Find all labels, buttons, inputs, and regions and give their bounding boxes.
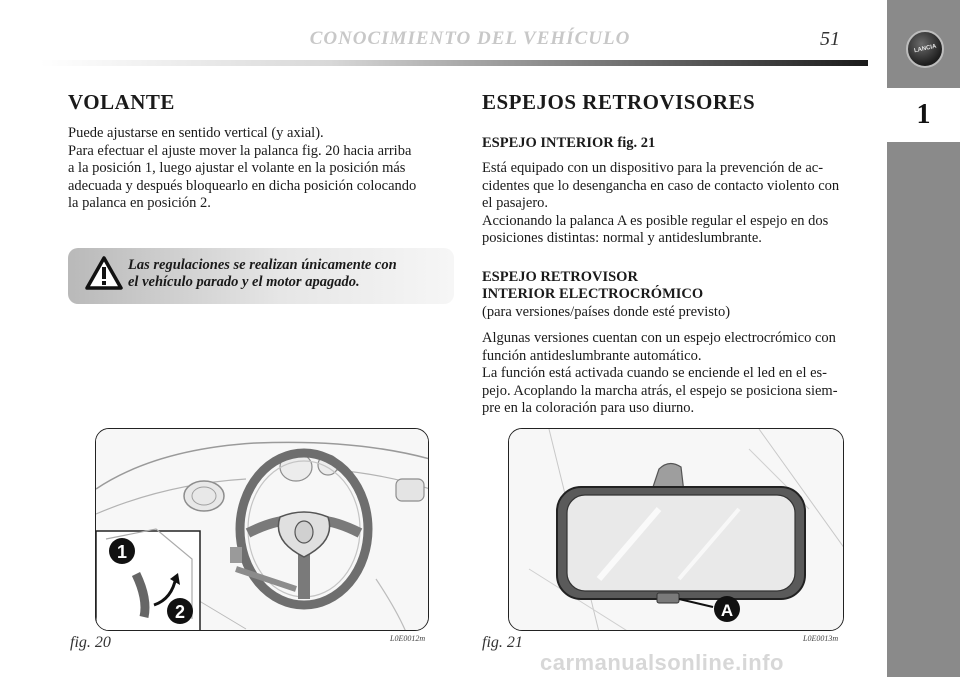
logo-text: LANCIA [913, 43, 937, 55]
warning-line: el vehículo parado y el motor apagado. [128, 274, 360, 290]
watermark: carmanualsonline.info [540, 650, 784, 675]
running-header: CONOCIMIENTO DEL VEHÍCULO [309, 28, 631, 49]
lancia-logo-icon [906, 30, 944, 68]
figure-21-rearview-mirror [508, 428, 844, 631]
mirror-illustration [509, 429, 844, 631]
figure-20-steering-wheel [95, 428, 429, 631]
subheading-line: INTERIOR ELECTROCRÓMICO [482, 286, 704, 302]
text-line: Puede ajustarse en sentido vertical (y axial). [68, 125, 324, 141]
text-line: Para efectuar el ajuste mover la palanca fig. 20 hacia arriba [68, 142, 412, 159]
callout-marker-a: A [720, 601, 734, 620]
text-line: la palanca en posición 2. [68, 195, 211, 211]
text-line: a la posición 1, luego ajustar el volante en la posición más [68, 160, 406, 176]
chapter-number: 1 [887, 88, 960, 142]
subheading-line: ESPEJO RETROVISOR [482, 269, 638, 285]
figure-21-caption: fig. 21 [482, 634, 523, 651]
warning-line: Las regulaciones se realizan únicamente con [128, 257, 397, 273]
steering-wheel-illustration [96, 429, 429, 631]
text-line: el pasajero. [482, 195, 549, 211]
text-line: posiciones distintas: normal y antideslumbrante. [482, 230, 762, 246]
warning-text [128, 257, 446, 291]
text-line: Accionando la palanca A es posible regular el espejo en dos [482, 212, 829, 229]
volante-body-text [68, 125, 456, 213]
callout-marker-1: 1 [116, 542, 128, 562]
text-line: función antideslumbrante automático. [482, 347, 702, 364]
header-rule [40, 60, 868, 66]
warning-triangle-icon [85, 256, 123, 290]
electrocromico-text [482, 330, 870, 418]
figure-20-code: L0E0012m [390, 634, 426, 643]
text-line: Algunas versiones cuentan con un espejo electrocrómico con [482, 330, 836, 346]
espejo-interior-text [482, 160, 870, 248]
page-number: 51 [820, 28, 840, 50]
figure-20-caption: fig. 20 [70, 634, 111, 651]
text-line: Está equipado con un dispositivo para la prevención de ac- [482, 160, 824, 176]
callout-marker-2: 2 [174, 602, 186, 622]
text-line: La función está activada cuando se enciende el led en el es- [482, 365, 828, 381]
text-line: pejo. Acoplando la marcha atrás, el espejo se posiciona siem- [482, 382, 838, 399]
text-line: pre en la coloración para uso diurno. [482, 400, 695, 416]
subheading-espejo-interior: ESPEJO INTERIOR fig. 21 [482, 135, 656, 151]
subheading-electrocromico [482, 269, 703, 303]
text-line: cidentes que lo desengancha en caso de contacto violento con [482, 177, 840, 194]
text-line: adecuada y después bloquearlo en dicha posición colocando [68, 177, 417, 194]
section-title-espejos: ESPEJOS RETROVISORES [482, 90, 756, 114]
section-title-volante: VOLANTE [68, 90, 175, 114]
figure-21-code: L0E0013m [803, 634, 839, 643]
electrocromico-note: (para versiones/países donde esté previsto) [482, 304, 731, 320]
